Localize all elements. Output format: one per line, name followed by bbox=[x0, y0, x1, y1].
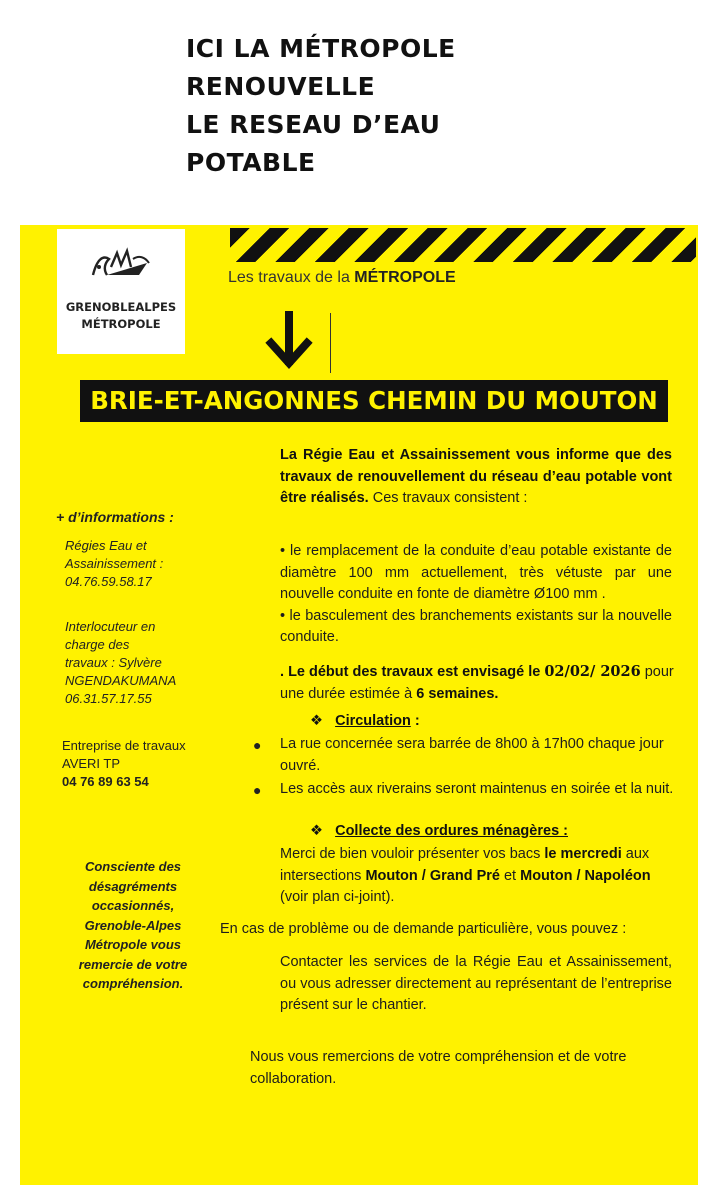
hazard-stripes bbox=[230, 228, 696, 262]
start-info bbox=[280, 661, 680, 705]
headline-line-4: POTABLE bbox=[186, 148, 316, 177]
sidebar-entreprise-name: AVERI TP bbox=[62, 756, 121, 771]
title-bar bbox=[80, 380, 668, 422]
bullet-dot-icon: ● bbox=[253, 782, 262, 798]
sidebar-regie-line: Régies Eau et bbox=[65, 538, 147, 553]
collecte-text: (voir plan ci-joint). bbox=[280, 889, 395, 905]
sidebar-entreprise-phone: 04 76 89 63 54 bbox=[62, 774, 149, 789]
bullet-dot-icon: ● bbox=[253, 737, 262, 753]
sidebar-interlocuteur bbox=[65, 618, 176, 708]
sidebar-entreprise-line: Entreprise de travaux bbox=[62, 738, 186, 753]
metropole-logo bbox=[57, 229, 185, 354]
collecte-text: et bbox=[499, 867, 521, 884]
diamond-bullet-icon: ❖ bbox=[310, 713, 323, 729]
collecte-text: aux intersections bbox=[280, 846, 650, 884]
collecte-intersection-2: Mouton / Napoléon bbox=[520, 867, 651, 884]
circulation-heading bbox=[310, 713, 420, 729]
works-poster bbox=[20, 225, 698, 1185]
intro-rest: Ces travaux consistent : bbox=[368, 490, 528, 506]
collecte-day: le mercredi bbox=[544, 846, 622, 862]
divider-line bbox=[330, 313, 331, 373]
subheader bbox=[228, 269, 456, 287]
intro-paragraph bbox=[280, 445, 672, 510]
sidebar-thanks: Consciente des désagréments occasionnés, Grenoble-Alpes Métropole vous remercie de votre compréhension. bbox=[78, 859, 188, 991]
contact-paragraph: Contacter les services de la Régie Eau et Assainissement, ou vous adresser directement au représentant de l’entreprise présent sur le chantier. bbox=[280, 954, 672, 1013]
circulation-title: Circulation bbox=[335, 713, 411, 729]
sidebar-interlocuteur-line: charge des bbox=[65, 637, 130, 652]
works-item: • le basculement des branchements existants sur la nouvelle conduite. bbox=[280, 607, 672, 645]
sidebar-interlocuteur-line: travaux : Sylvère bbox=[65, 655, 162, 670]
sidebar-interlocuteur-line: Interlocuteur en bbox=[65, 619, 156, 634]
sidebar-interlocuteur-name: NGENDAKUMANA bbox=[65, 673, 177, 688]
subheader-strong: MÉTROPOLE bbox=[354, 269, 456, 286]
logo-emblem-icon bbox=[87, 245, 153, 285]
sidebar-interlocuteur-phone: 06.31.57.17.55 bbox=[65, 691, 152, 706]
sidebar-info-title: + d’informations : bbox=[56, 509, 174, 525]
headline bbox=[186, 30, 456, 182]
start-bold: Le début des travaux est envisagé le bbox=[288, 664, 545, 680]
logo-text-line-1: GRENOBLEALPES bbox=[65, 300, 177, 314]
sidebar-regie bbox=[65, 537, 163, 591]
headline-line-1: ICI LA MÉTROPOLE bbox=[186, 34, 456, 63]
sidebar-entreprise bbox=[62, 737, 186, 791]
logo-text-line-2: MÉTROPOLE bbox=[81, 317, 161, 331]
headline-line-3: LE RESEAU D’EAU bbox=[186, 110, 441, 139]
probleme-text: En cas de problème ou de demande particulière, vous pouvez : bbox=[220, 921, 627, 937]
collecte-title: Collecte des ordures ménagères : bbox=[335, 823, 568, 839]
collecte-text: Merci de bien vouloir présenter vos bacs bbox=[280, 846, 545, 862]
collecte-heading bbox=[310, 823, 568, 839]
works-description bbox=[280, 541, 672, 649]
headline-line-2: RENOUVELLE bbox=[186, 72, 376, 101]
start-date: 02/02/ 2026 bbox=[544, 663, 641, 680]
collecte-paragraph bbox=[280, 844, 680, 909]
circulation-item: La rue concernée sera barrée de 8h00 à 17h00 chaque jour ouvré. bbox=[280, 736, 664, 774]
subheader-prefix: Les travaux de la bbox=[228, 269, 355, 286]
intro-bold: La Régie Eau et Assainissement vous informe que des travaux de renouvellement du réseau d’eau potable vont être réalisés. bbox=[280, 447, 672, 506]
closing-paragraph: Nous vous remercions de votre compréhension et de votre collaboration. bbox=[250, 1049, 627, 1087]
collecte-intersection-1: Mouton / Grand Pré bbox=[365, 867, 500, 884]
page-title: BRIE-ET-ANGONNES CHEMIN DU MOUTON bbox=[90, 386, 658, 415]
sidebar-regie-phone: 04.76.59.58.17 bbox=[65, 574, 152, 589]
down-arrow-icon bbox=[263, 311, 315, 373]
start-mid: pour une durée estimée à bbox=[280, 664, 674, 702]
works-item: • le remplacement de la conduite d’eau potable existante de diamètre 100 mm actuellement, très vétuste par une nouvelle conduite en fonte de diamètre Ø100 mm . bbox=[280, 543, 672, 602]
circulation-colon: : bbox=[410, 713, 420, 729]
diamond-bullet-icon: ❖ bbox=[310, 823, 323, 839]
start-duration: 6 semaines. bbox=[416, 685, 499, 702]
sidebar-regie-line: Assainissement : bbox=[65, 556, 164, 571]
circulation-item: Les accès aux riverains seront maintenus en soirée et la nuit. bbox=[280, 781, 674, 797]
start-prefix: . bbox=[280, 664, 289, 680]
